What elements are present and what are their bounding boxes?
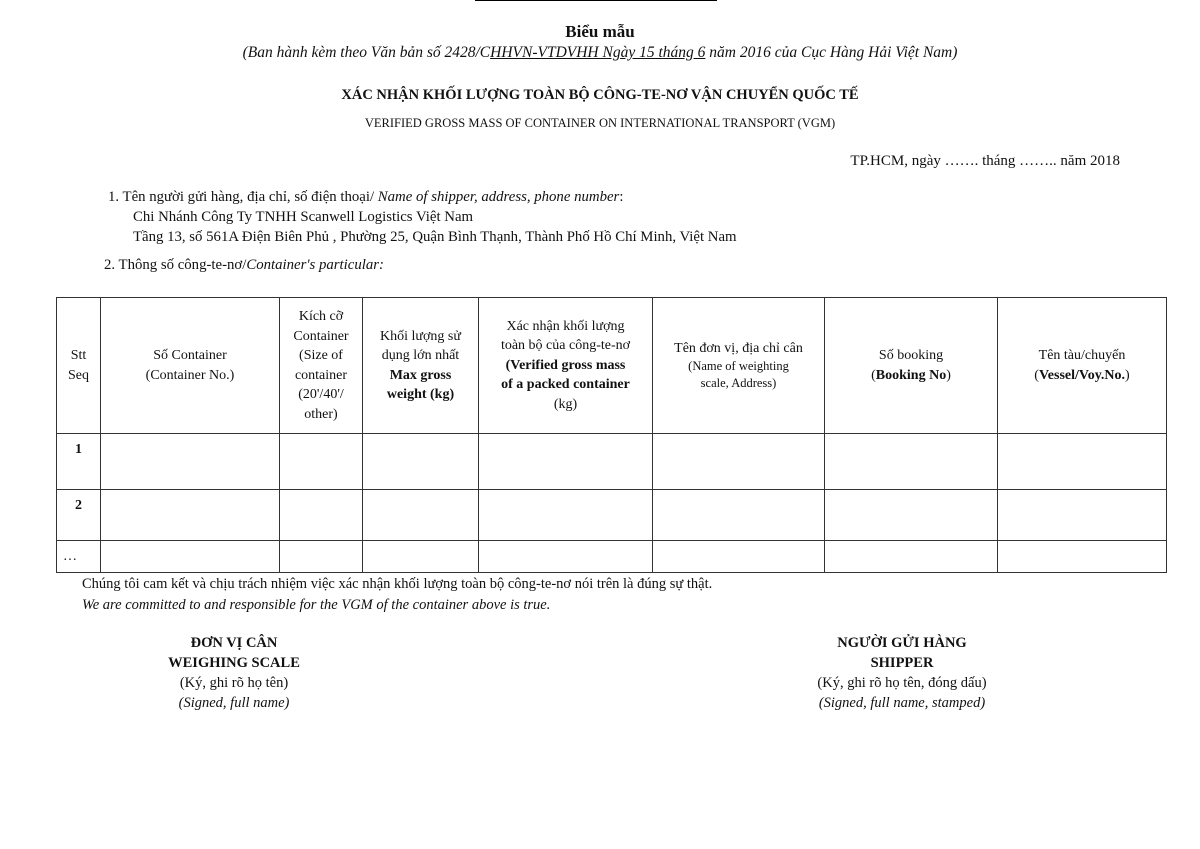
issued-note-pre: (Ban hành kèm theo Văn bản số 2428/C [242,44,491,61]
header-container-line: (Container No.) [145,367,235,383]
header-max-line: dụng lớn nhất [381,348,460,363]
container-table [56,297,1167,573]
row-seq: 1 [57,434,101,490]
weighing-scale-signature-block [104,635,364,715]
cell-vessel[interactable] [998,541,1167,573]
header-container-line: Số Container [153,348,227,363]
shipper-item-label [108,189,623,206]
shipper-title-vn: NGƯỜI GỬI HÀNG [837,635,967,651]
header-vgm-line: Xác nhận khối lượng [506,318,625,334]
scale-note-vn: (Ký, ghi rõ họ tên) [179,675,289,691]
header-size-line: (Size of [299,348,343,363]
row-seq: 2 [57,490,101,541]
header-size-line: Container [293,328,349,344]
header-size-line: Kích cỡ [298,309,344,324]
shipper-title-en: SHIPPER [870,655,934,671]
header-size-line: container [294,367,348,383]
header-max-line: weight (kg) [386,387,455,402]
header-booking: Số booking (Booking No) [825,298,998,434]
table-row [57,490,1167,541]
header-vessel: Tên tàu/chuyến (Vessel/Voy.No.) [998,298,1167,434]
cell-vgm[interactable] [479,490,653,541]
cell-scale[interactable] [653,490,825,541]
shipper-address: Tầng 13, số 561A Điện Biên Phủ , Phường 25, Quận Bình Thạnh, Thành Phố Hồ Chí Minh, Việt Nam [133,229,737,245]
cell-size[interactable] [280,541,363,573]
issued-note-underlined: HHVN-VTDVHH Ngày 15 tháng 6 [490,44,706,61]
shipper-label-end: : [619,189,624,205]
scale-title-vn: ĐƠN VỊ CÂN [190,635,278,651]
title-en: VERIFIED GROSS MASS OF CONTAINER ON INTERNATIONAL TRANSPORT (VGM) [364,116,836,130]
header-vgm-line: of a packed container [501,377,630,393]
header-vgm-line: (kg) [553,396,578,412]
shipper-note-vn: (Ký, ghi rõ họ tên, đóng dấu) [817,675,987,691]
issued-note-post: năm 2016 của Cục Hàng Hải Việt Nam) [705,44,958,61]
shipper-note-en: (Signed, full name, stamped) [818,695,986,711]
container-label-vn: 2. Thông số công-te-nơ/ [104,257,247,273]
top-rule [475,0,717,1]
cell-booking[interactable] [825,490,998,541]
cell-container-no[interactable] [101,541,280,573]
header-vgm [479,298,653,434]
shipper-label-en: Name of shipper, address, phone number [377,189,620,205]
header-scale-line: Tên đơn vị, địa chỉ cân [674,340,803,356]
commitment-vn: Chúng tôi cam kết và chịu trách nhiệm việc xác nhận khối lượng toàn bộ công-te-nơ nói trên là đúng sự thật. [82,576,713,592]
row-seq: … [57,541,101,573]
table-header-row [57,298,1167,434]
header-scale-line: scale, Address) [700,376,777,391]
header-vessel-bold: Vessel/Voy.No. [1038,367,1126,383]
cell-max-weight[interactable] [363,490,479,541]
cell-vgm[interactable] [479,541,653,573]
scale-title-en: WEIGHING SCALE [168,655,300,671]
cell-scale[interactable] [653,434,825,490]
shipper-label-vn: 1. Tên người gửi hàng, địa chỉ, số điện thoại/ [108,189,378,205]
header-vgm-line: (Verified gross mass [505,357,626,373]
container-section-label [104,257,384,274]
header-scale [653,298,825,434]
header-vessel-line: Tên tàu/chuyến [1038,348,1126,363]
header-seq-line: Stt [70,348,87,363]
container-label-en: Container's particular: [246,257,384,273]
header-size-line: other) [304,406,338,422]
header-seq-line: Seq [68,367,89,383]
cell-vgm[interactable] [479,434,653,490]
header-container-no [101,298,280,434]
form-label: Biểu mẫu [565,22,635,41]
header-max-line: Max gross [389,367,452,383]
cell-container-no[interactable] [101,434,280,490]
header-max-line: Khối lượng sử [380,328,461,344]
title-vn: XÁC NHẬN KHỐI LƯỢNG TOÀN BỘ CÔNG-TE-NƠ VẬN CHUYỂN QUỐC TẾ [341,87,859,103]
date-line: TP.HCM, ngày ……. tháng …….. năm 2018 [850,153,1120,169]
table-row [57,541,1167,573]
header-seq [57,298,101,434]
header-booking-bold: Booking No [875,367,947,383]
header-booking-line: Số booking [878,348,944,363]
cell-max-weight[interactable] [363,434,479,490]
cell-vessel[interactable] [998,490,1167,541]
header-size [280,298,363,434]
cell-vessel[interactable] [998,434,1167,490]
cell-booking[interactable] [825,541,998,573]
header-vgm-line: toàn bộ của công-te-nơ [500,338,631,354]
issued-note [0,44,1200,62]
cell-max-weight[interactable] [363,541,479,573]
commitment-en: We are committed to and responsible for the VGM of the container above is true. [82,597,551,613]
cell-container-no[interactable] [101,490,280,541]
header-max-weight [363,298,479,434]
cell-booking[interactable] [825,434,998,490]
shipper-company: Chi Nhánh Công Ty TNHH Scanwell Logistics Việt Nam [133,209,474,225]
table-row [57,434,1167,490]
cell-scale[interactable] [653,541,825,573]
header-scale-line: (Name of weighting [688,359,789,374]
scale-note-en: (Signed, full name) [178,695,290,711]
shipper-signature-block [772,635,1032,715]
cell-size[interactable] [280,434,363,490]
header-size-line: (20'/40'/ [298,387,344,402]
cell-size[interactable] [280,490,363,541]
